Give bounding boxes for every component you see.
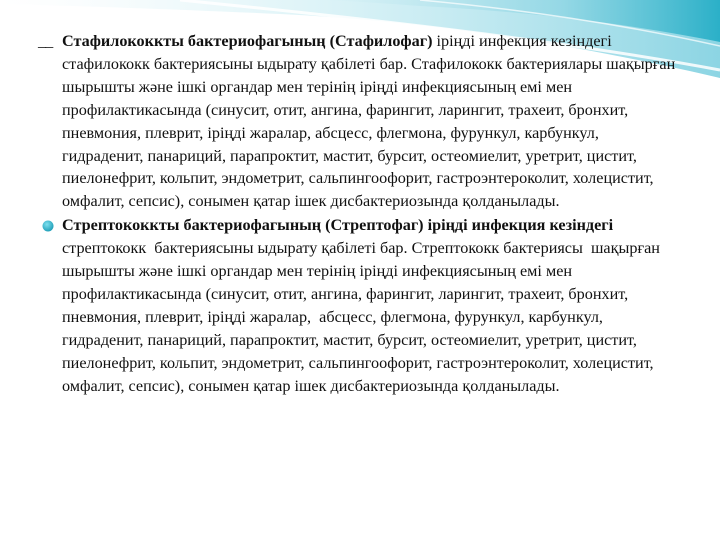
slide-body [38, 30, 678, 398]
paragraph-staphylophage [38, 30, 678, 213]
streptophage-heading: Стрептококкты бактериофагының (Стрептофаг) іріңді инфекция кезіндегі [62, 216, 614, 235]
staphylophage-heading: Стафилококкты бактериофагының (Стафилофаг) [62, 32, 433, 50]
staphylophage-description: іріңді инфекция кезіндегі стафилококк бактериясыны ыдырату қабілеті бар. Стафилококк бактериялары шақырған шырышты және ішкі органдар мен терінің іріңді инфекциясының емі мен профилактикасында (синусит, отит, ангина, фарингит, ларингит, трахеит, бронхит, пневмония, плеврит, іріңді жаралар, абсцесс, флегмона, фурункул, карбункул, гидраденит, панариций, парапроктит, мастит, бурсит, остеомиелит, уретрит, цистит, пиелонефрит, кольпит, эндометрит, сальпингоофорит, гастроэнтероколит, холецистит, омфалит, сепсис), сонымен қатар ішек дисбактериозында қолданылады. [62, 32, 676, 211]
teal-disc-bullet-icon [42, 220, 54, 232]
streptophage-description: стрептококк бактериясыны ыдырату қабілеті бар. Стрептококк бактериясы шақырған шырышты және ішкі органдар мен терінің іріңді инфекциясының емі мен профилактикасында (синусит, отит, ангина, фарингит, ларингит, трахеит, бронхит, пневмония, плеврит, іріңді жаралар, абсцесс, флегмона, фурункул, карбункул, гидраденит, панариций, парапроктит, мастит, бурсит, остеомиелит, уретрит, цистит, пиелонефрит, кольпит, эндометрит, сальпингоофорит, гастроэнтероколит, холецистит, омфалит, сепсис), сонымен қатар ішек дисбактериозында қолданылады. [62, 216, 664, 395]
paragraph-streptophage [38, 214, 678, 397]
underscore-marker: __ [38, 32, 53, 50]
